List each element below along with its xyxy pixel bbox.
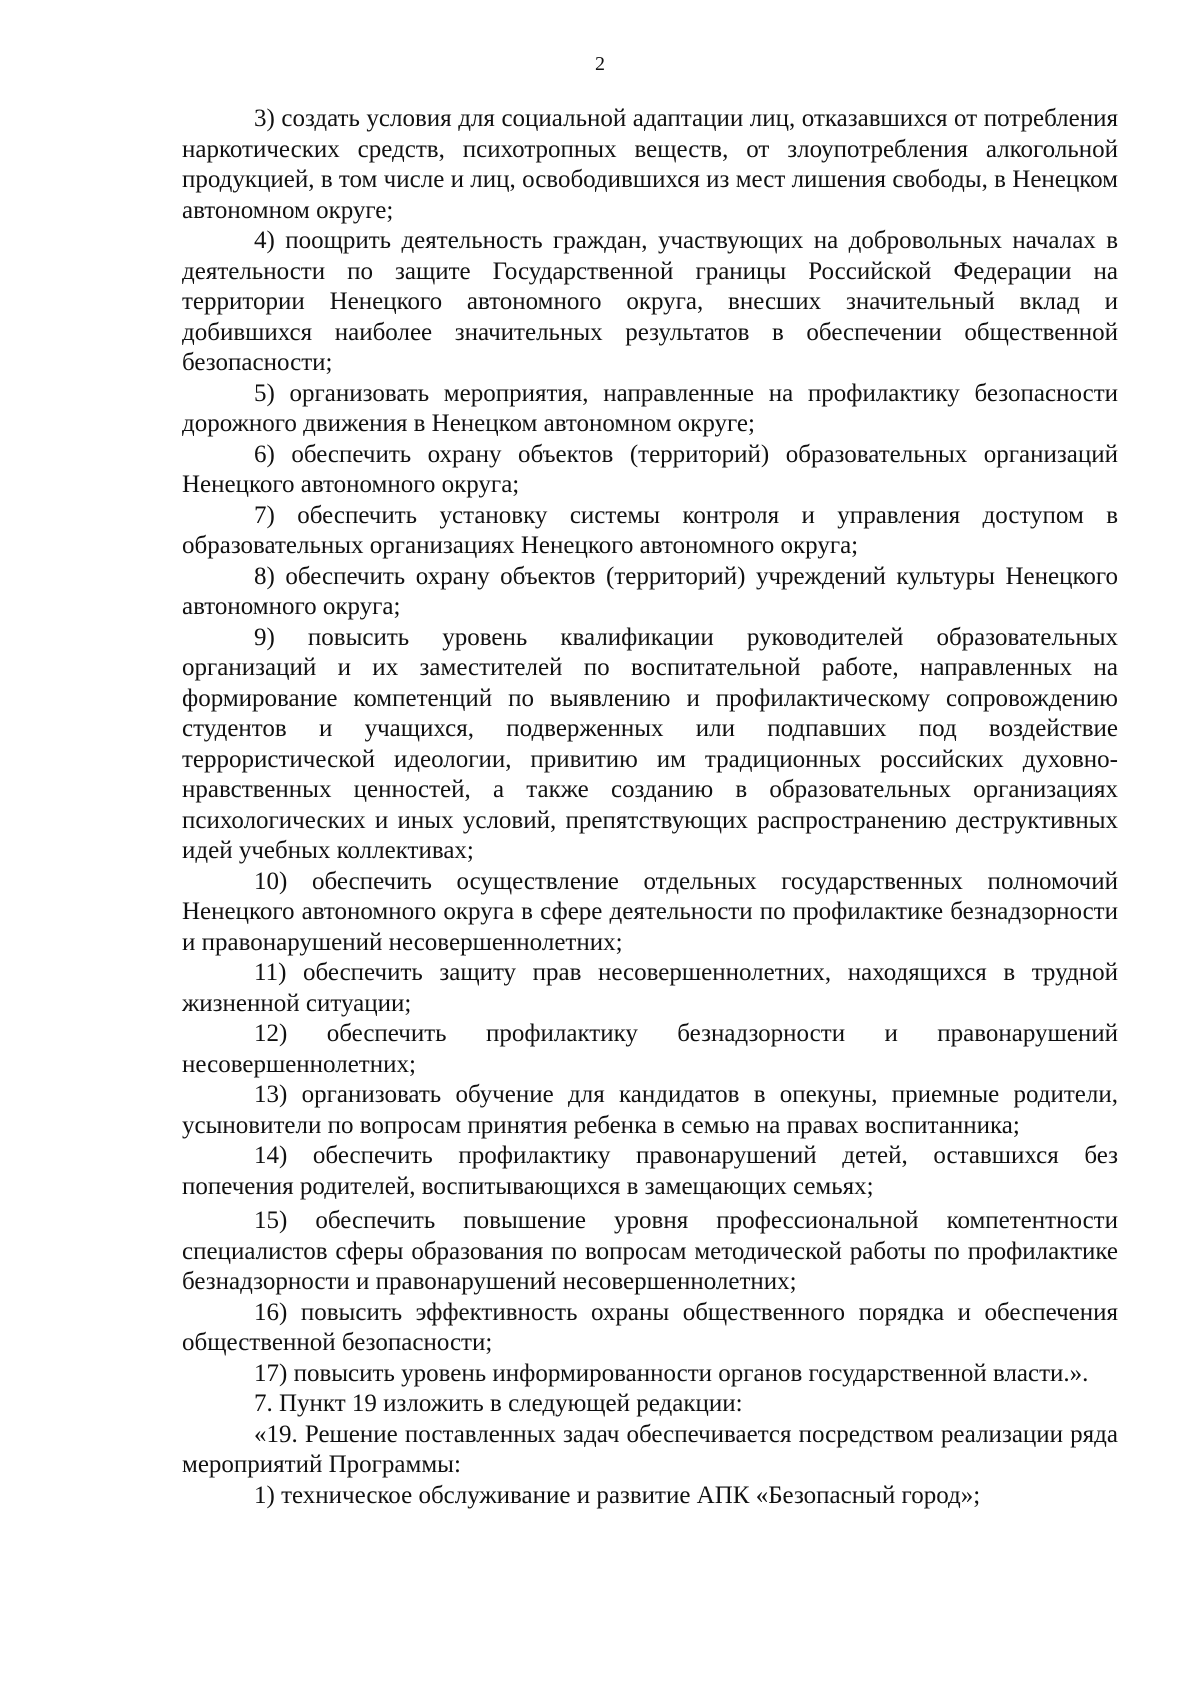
list-item-7: 7) обеспечить установку системы контроля и управления доступом в образовательных организациях Ненецкого автономного округа; [182, 501, 1118, 559]
list-item-3: 3) создать условия для социальной адаптации лиц, отказавшихся от потребления наркотических средств, психотропных веществ, от злоупотребления алкогольной продукцией, в том числе и лиц, освободившихся из мест лишения свободы, в Ненецком автономном округе; [182, 105, 1118, 224]
list-item-17: 17) повысить уровень информированности органов государственной власти.». [254, 1359, 1089, 1387]
list-item-11: 11) обеспечить защиту прав несовершеннолетних, находящихся в трудной жизненной ситуации; [182, 959, 1118, 1017]
list-item-13: 13) организовать обучение для кандидатов в опекуны, приемные родители, усыновители по вопросам принятия ребенка в семью на правах воспитанника; [182, 1081, 1118, 1139]
list-item-6: 6) обеспечить охрану объектов (территорий) образовательных организаций Ненецкого автономного округа; [182, 440, 1118, 498]
list-item-10: 10) обеспечить осуществление отдельных государственных полномочий Ненецкого автономного округа в сфере деятельности по профилактике безнадзорности и правонарушений несовершеннолетних; [182, 867, 1118, 956]
list-item-5: 5) организовать мероприятия, направленные на профилактику безопасности дорожного движения в Ненецком автономном округе; [182, 379, 1118, 437]
list-item-4: 4) поощрить деятельность граждан, участвующих на добровольных началах в деятельности по защите Государственной границы Российской Федерации на территории Ненецкого автономного округа, внесших значительный вклад и добившихся наиболее значительных результатов в обеспечении общественной безопасности; [182, 227, 1118, 376]
list-item-8: 8) обеспечить охрану объектов (территорий) учреждений культуры Ненецкого автономного округа; [182, 562, 1118, 620]
list-item-15: 15) обеспечить повышение уровня профессиональной компетентности специалистов сферы образования по вопросам методической работы по профилактике безнадзорности и правонарушений несовершеннолетних; [182, 1207, 1118, 1295]
list-item-9: 9) повысить уровень квалификации руководителей образовательных организаций и их заместителей по воспитательной работе, направленных на формирование компетенций по выявлению и профилактическому сопровождению студентов и учащихся, подверженных или подпавших под воздействие террористической идеологии, привитию им традиционных российских духовно-нравственных ценностей, а также созданию в образовательных организациях психологических и иных условий, препятствующих распространению деструктивных идей учебных коллективах; [182, 623, 1118, 864]
list-item-14: 14) обеспечить профилактику правонарушений детей, оставшихся без попечения родителей, воспитывающихся в замещающих семьях; [182, 1142, 1118, 1200]
clause-19-item-1: 1) техническое обслуживание и развитие АПК «Безопасный город»; [254, 1481, 981, 1509]
list-item-12: 12) обеспечить профилактику безнадзорности и правонарушений несовершеннолетних; [182, 1020, 1118, 1078]
list-item-16: 16) повысить эффективность охраны общественного порядка и обеспечения общественной безопасности; [182, 1298, 1118, 1356]
clause-19-text: «19. Решение поставленных задач обеспечивается посредством реализации ряда мероприятий Программы: [182, 1420, 1118, 1478]
clause-7-heading: 7. Пункт 19 изложить в следующей редакции: [254, 1390, 743, 1417]
page-number: 2 [595, 53, 605, 75]
document-body [182, 104, 1118, 1511]
